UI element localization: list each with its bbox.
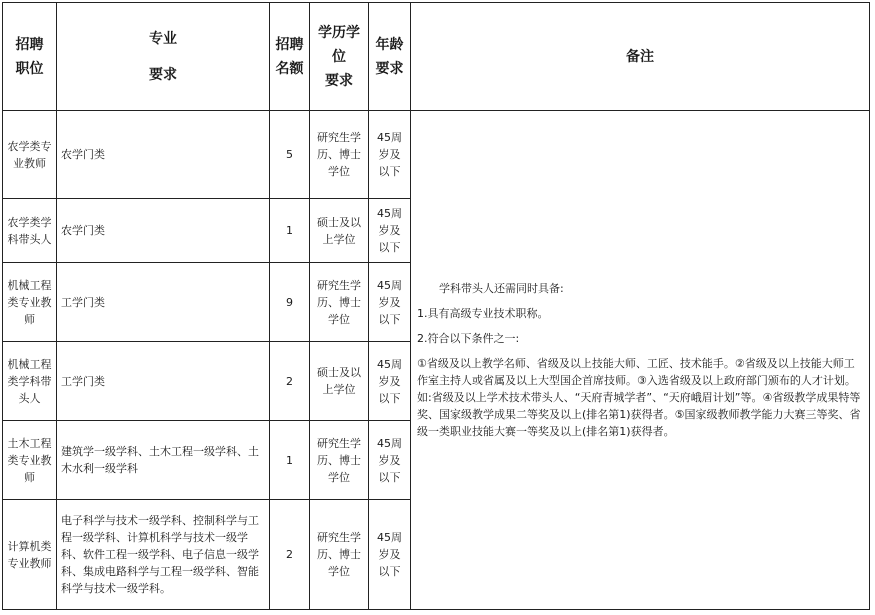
- header-major: [57, 3, 270, 111]
- header-count: [270, 3, 310, 111]
- count-cell: 1: [270, 421, 310, 500]
- position-cell: 农学类学科带头人: [3, 199, 57, 263]
- position-cell: 机械工程类专业教师: [3, 263, 57, 342]
- major-cell: 工学门类: [57, 263, 270, 342]
- header-degree-line-3: 要求: [325, 72, 353, 89]
- notes-item-2: 2.符合以下条件之一:: [417, 332, 520, 345]
- header-degree-line-2: 位: [332, 48, 346, 65]
- header-major-line-2: 要求: [149, 66, 177, 83]
- header-count-line-1: 招聘: [275, 36, 304, 53]
- degree-cell: 研究生学历、博士学位: [310, 263, 369, 342]
- degree-cell: 硕士及以上学位: [310, 342, 369, 421]
- count-cell: 2: [270, 500, 310, 610]
- header-row: [3, 3, 870, 111]
- major-cell: 农学门类: [57, 111, 270, 199]
- major-cell: 建筑学一级学科、土木工程一级学科、土木水利一级学科: [57, 421, 270, 500]
- age-cell: 45周岁及以下: [369, 421, 411, 500]
- position-cell: 机械工程类学科带头人: [3, 342, 57, 421]
- position-cell: 计算机类专业教师: [3, 500, 57, 610]
- header-degree-line-1: 学历学: [318, 24, 360, 41]
- header-notes: 备注: [411, 3, 870, 111]
- count-cell: 1: [270, 199, 310, 263]
- age-cell: 45周岁及以下: [369, 199, 411, 263]
- major-cell: 农学门类: [57, 199, 270, 263]
- header-count-line-2: 名额: [275, 60, 304, 77]
- degree-cell: 硕士及以上学位: [310, 199, 369, 263]
- age-cell: 45周岁及以下: [369, 111, 411, 199]
- position-cell: 土木工程类专业教师: [3, 421, 57, 500]
- age-cell: 45周岁及以下: [369, 342, 411, 421]
- count-cell: 5: [270, 111, 310, 199]
- header-position: [3, 3, 57, 111]
- position-cell: 农学类专业教师: [3, 111, 57, 199]
- major-cell: 电子科学与技术一级学科、控制科学与工程一级学科、计算机科学与技术一级学科、软件工程一级学科、电子信息一级学科、集成电路科学与工程一级学科、智能科学与技术一级学科。: [57, 500, 270, 610]
- header-position-line-2: 职位: [15, 60, 44, 77]
- header-age: [369, 3, 411, 111]
- count-cell: 2: [270, 342, 310, 421]
- age-cell: 45周岁及以下: [369, 500, 411, 610]
- notes-item-1: 1.具有高级专业技术职称。: [417, 307, 549, 320]
- degree-cell: 研究生学历、博士学位: [310, 111, 369, 199]
- header-age-line-2: 要求: [375, 60, 404, 77]
- count-cell: 9: [270, 263, 310, 342]
- degree-cell: 研究生学历、博士学位: [310, 421, 369, 500]
- age-cell: 45周岁及以下: [369, 263, 411, 342]
- notes-conditions: ①省级及以上教学名师、省级及以上技能大师、工匠、技术能手。②省级及以上技能大师工作室主持人或省属及以上大型国企首席技师。③入选省级及以上政府部门颁布的人才计划。如:省级及以上学术技术带头人、“天府青城学者”、“天府峨眉计划”等。④省级教学成果特等奖、国家级教学成果二等奖及以上(排名第1)获得者。⑤国家级教师教学能力大赛三等奖、省级一类职业技能大赛一等奖及以上(排名第1)获得者。: [417, 357, 861, 438]
- header-degree: [310, 3, 369, 111]
- table-row: [3, 111, 870, 199]
- notes-intro: 学科带头人还需同时具备:: [439, 282, 564, 295]
- major-cell: 工学门类: [57, 342, 270, 421]
- recruitment-table: [2, 2, 870, 610]
- header-major-line-1: 专业: [149, 30, 177, 47]
- notes-cell: [411, 111, 870, 610]
- header-position-line-1: 招聘: [15, 36, 44, 53]
- degree-cell: 研究生学历、博士学位: [310, 500, 369, 610]
- header-age-line-1: 年龄: [375, 36, 404, 53]
